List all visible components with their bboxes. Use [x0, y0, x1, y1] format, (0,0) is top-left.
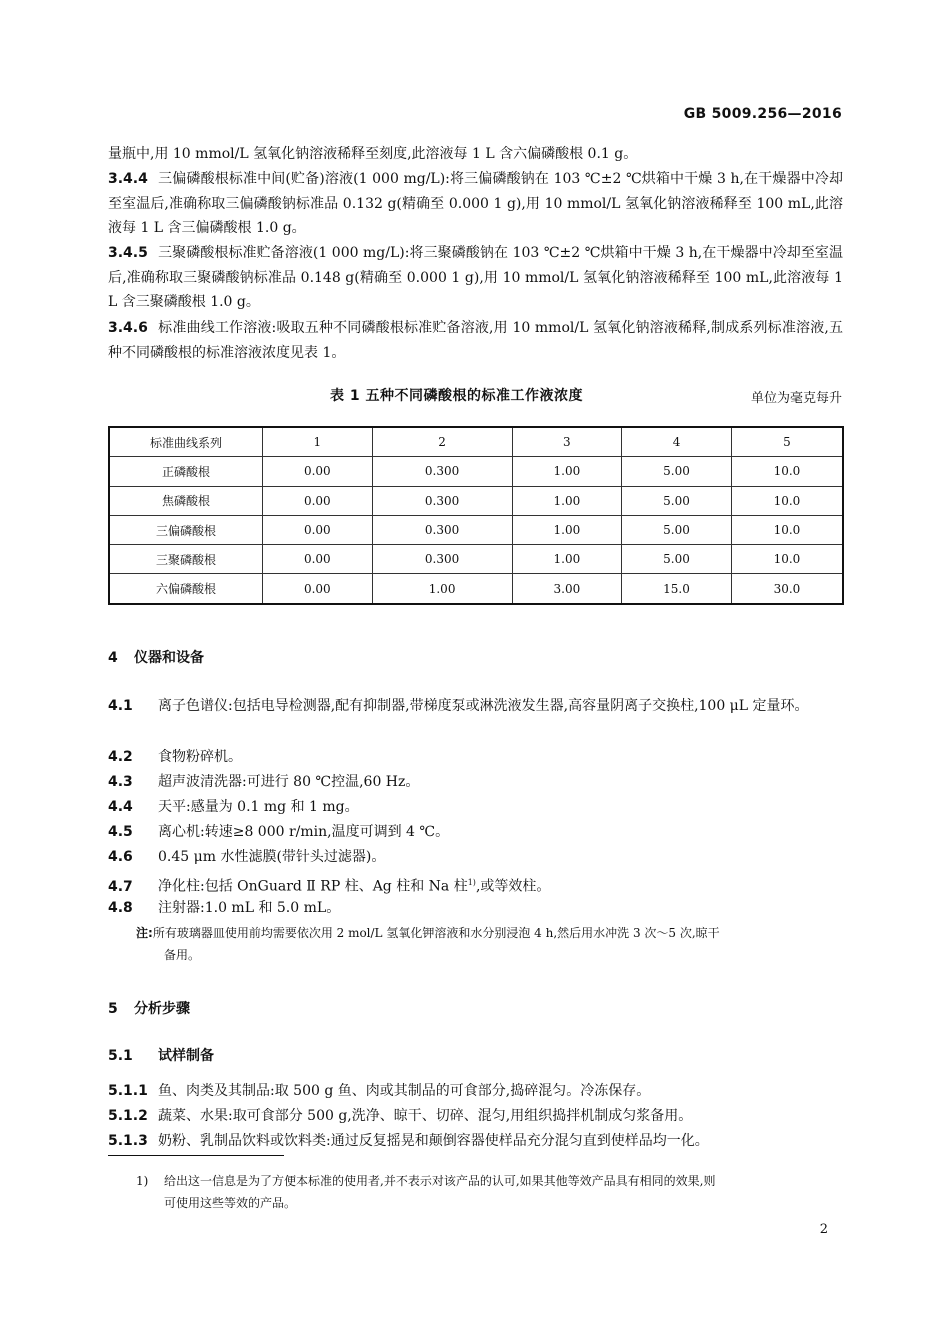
footnote-text-continuation: 可使用这些等效的产品。 — [164, 1196, 297, 1210]
table-cell: 10.0 — [731, 515, 843, 544]
subsection-number: 5.1 — [108, 1048, 133, 1064]
table-cell: 0.300 — [372, 486, 512, 515]
table-cell: 0.300 — [372, 457, 512, 486]
table-cell: 10.0 — [731, 545, 843, 574]
table-cell: 15.0 — [622, 574, 732, 604]
paragraph-text: 量瓶中,用 10 mmol/L 氢氧化钠溶液稀释至刻度,此溶液每 1 L 含六偏磷酸根 0.1 g。 — [108, 146, 638, 162]
footnote-reference: 1) — [467, 878, 476, 887]
table-cell: 0.300 — [372, 545, 512, 574]
clause-number: 4.4 — [108, 799, 133, 815]
table-header-cell: 标准曲线系列 — [109, 427, 263, 457]
section-4-heading — [108, 647, 204, 667]
paragraph-3-4-6 — [108, 316, 843, 365]
clause-4-3 — [108, 770, 843, 795]
clause-number: 4.6 — [108, 849, 133, 865]
table-cell: 1.00 — [512, 486, 622, 515]
paragraph-3-4-5 — [108, 241, 843, 315]
table-cell: 1.00 — [372, 574, 512, 604]
clause-text: 奶粉、乳制品饮料或饮料类:通过反复摇晃和颠倒容器使样品充分混匀直到使样品均一化。 — [158, 1133, 709, 1149]
clause-number: 5.1.3 — [108, 1133, 148, 1149]
table-cell: 5.00 — [622, 486, 732, 515]
clause-number: 4.3 — [108, 774, 133, 790]
table-header-cell: 3 — [512, 427, 622, 457]
clause-4-7 — [108, 871, 843, 899]
table-row — [109, 515, 843, 544]
footnote-text: 给出这一信息是为了方便本标准的使用者,并不表示对该产品的认可,如果其他等效产品具有相同的效果,则 — [164, 1174, 716, 1188]
section-number: 5 — [108, 1001, 118, 1017]
table-cell: 3.00 — [512, 574, 622, 604]
table-cell: 三聚磷酸根 — [109, 545, 263, 574]
clause-5-1-1 — [108, 1079, 843, 1104]
clause-text: 超声波清洗器:可进行 80 ℃控温,60 Hz。 — [158, 774, 420, 790]
table-header-cell: 4 — [622, 427, 732, 457]
subsection-5-1-heading — [108, 1045, 214, 1065]
table-cell: 5.00 — [622, 515, 732, 544]
clause-text: 离子色谱仪:包括电导检测器,配有抑制器,带梯度泵或淋洗液发生器,高容量阴离子交换柱,100 μL 定量环。 — [158, 698, 809, 714]
clause-text: 0.45 μm 水性滤膜(带针头过滤器)。 — [158, 849, 386, 865]
note-text: 所有玻璃器皿使用前均需要依次用 2 mol/L 氢氧化钾溶液和水分别浸泡 4 h,然后用水冲洗 3 次～5 次,晾干 — [152, 926, 720, 940]
clause-4-2 — [108, 745, 843, 770]
table-header-cell: 2 — [372, 427, 512, 457]
note-text-continuation: 备用。 — [164, 948, 201, 962]
paragraph-3-4-4 — [108, 167, 843, 241]
clause-number: 5.1.2 — [108, 1108, 148, 1124]
table-row — [109, 486, 843, 515]
table-row — [109, 457, 843, 486]
table-row — [109, 574, 843, 604]
clause-number: 3.4.5 — [108, 245, 148, 261]
table-cell: 1.00 — [512, 515, 622, 544]
clause-number: 5.1.1 — [108, 1083, 148, 1099]
table-cell: 六偏磷酸根 — [109, 574, 263, 604]
table-cell: 三偏磷酸根 — [109, 515, 263, 544]
table-cell: 5.00 — [622, 457, 732, 486]
clause-text: 鱼、肉类及其制品:取 500 g 鱼、肉或其制品的可食部分,捣碎混匀。冷冻保存。 — [158, 1083, 651, 1099]
table-cell: 1.00 — [512, 545, 622, 574]
table-cell: 30.0 — [731, 574, 843, 604]
clause-number: 4.7 — [108, 878, 133, 895]
clause-4-5 — [108, 820, 843, 845]
clause-text: 食物粉碎机。 — [158, 749, 242, 765]
standard-concentration-table — [108, 426, 844, 605]
subsection-title: 试样制备 — [158, 1048, 214, 1064]
paragraph-text: 标准曲线工作溶液:吸取五种不同磷酸根标准贮备溶液,用 10 mmol/L 氢氧化钠溶液稀释,制成系列标准溶液,五种不同磷酸根的标准溶液浓度见表 1。 — [108, 320, 843, 361]
clause-4-6 — [108, 845, 843, 870]
table-cell: 5.00 — [622, 545, 732, 574]
table-cell: 10.0 — [731, 457, 843, 486]
table-unit: 单位为毫克每升 — [750, 391, 842, 406]
table-cell: 0.00 — [263, 486, 373, 515]
clause-text: 注射器:1.0 mL 和 5.0 mL。 — [158, 900, 341, 916]
table-cell: 正磷酸根 — [109, 457, 263, 486]
table-cell: 焦磷酸根 — [109, 486, 263, 515]
clause-5-1-3 — [108, 1129, 843, 1154]
table-row — [109, 545, 843, 574]
table-cell: 0.00 — [263, 515, 373, 544]
table-cell: 0.300 — [372, 515, 512, 544]
clause-number: 4.2 — [108, 749, 133, 765]
section-5-heading — [108, 998, 190, 1018]
clause-4-1 — [108, 694, 843, 719]
clause-4-4 — [108, 795, 843, 820]
footnote-mark: 1) — [136, 1174, 149, 1188]
note — [136, 922, 844, 966]
section-number: 4 — [108, 650, 118, 666]
clause-number: 3.4.6 — [108, 320, 148, 336]
paragraph-continuation — [108, 142, 843, 167]
section-title: 仪器和设备 — [134, 650, 204, 666]
clause-number: 4.5 — [108, 824, 133, 840]
table-cell: 1.00 — [512, 457, 622, 486]
table-header-row — [109, 427, 843, 457]
clause-text-tail: ,或等效柱。 — [475, 878, 551, 895]
note-label: 注: — [136, 926, 153, 940]
table-cell: 0.00 — [263, 574, 373, 604]
clause-5-1-2 — [108, 1104, 843, 1129]
table-cell: 0.00 — [263, 545, 373, 574]
paragraph-text: 三偏磷酸根标准中间(贮备)溶液(1 000 mg/L):将三偏磷酸钠在 103 ℃±2 ℃烘箱中干燥 3 h,在干燥器中冷却至室温后,准确称取三偏磷酸钠标准品 0.132 g(精确至 0.000 1 g),用 10 mmol/L 氢氧化钠溶液稀释至 100 mL,此溶液每 1 L 含三偏磷酸根 1.0 g。 — [108, 171, 843, 236]
standard-code: GB 5009.256—2016 — [683, 106, 842, 122]
table-cell: 0.00 — [263, 457, 373, 486]
clause-number: 3.4.4 — [108, 171, 148, 187]
table-header-cell: 1 — [263, 427, 373, 457]
paragraph-text: 三聚磷酸根标准贮备溶液(1 000 mg/L):将三聚磷酸钠在 103 ℃±2 ℃烘箱中干燥 3 h,在干燥器中冷却至室温后,准确称取三聚磷酸钠标准品 0.148 g(精确至 0.000 1 g),用 10 mmol/L 氢氧化钠溶液稀释至 100 mL,此溶液每 1 L 含三聚磷酸根 1.0 g。 — [108, 245, 843, 310]
clause-text: 净化柱:包括 OnGuard Ⅱ RP 柱、Ag 柱和 Na 柱 — [158, 878, 468, 895]
clause-number: 4.8 — [108, 900, 133, 916]
clause-4-8 — [108, 896, 843, 921]
section-title: 分析步骤 — [134, 1001, 190, 1017]
table-caption: 表 1 五种不同磷酸根的标准工作液浓度 — [330, 388, 583, 404]
clause-text: 天平:感量为 0.1 mg 和 1 mg。 — [158, 799, 359, 815]
footnote-divider — [108, 1155, 284, 1156]
page-number: 2 — [819, 1222, 828, 1237]
clause-number: 4.1 — [108, 698, 133, 714]
table-cell: 10.0 — [731, 486, 843, 515]
clause-text: 蔬菜、水果:取可食部分 500 g,洗净、晾干、切碎、混匀,用组织捣拌机制成匀浆备用。 — [158, 1108, 693, 1124]
footnote — [136, 1170, 844, 1214]
clause-text: 离心机:转速≥8 000 r/min,温度可调到 4 ℃。 — [158, 824, 450, 840]
table-header-cell: 5 — [731, 427, 843, 457]
